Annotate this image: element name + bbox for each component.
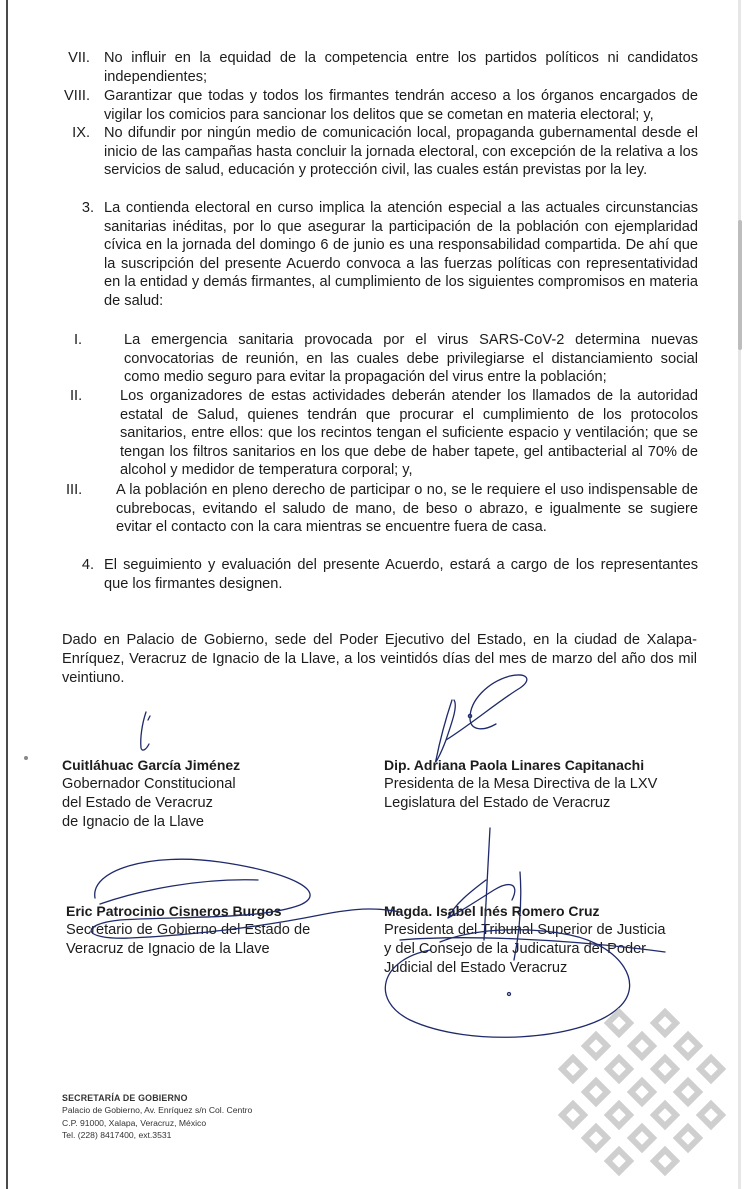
item-text: No influir en la equidad de la competencia entre los partidos políticos ni candidatos independientes; [104,50,698,85]
signatory-title-line: Presidenta de la Mesa Directiva de la LXV [384,776,658,792]
scrollbar-thumb[interactable] [738,220,742,350]
emblem-diamond [654,1012,676,1034]
signatory-name: Magda. Isabel Inés Romero Cruz [384,903,600,919]
emblem-diamond [562,1104,584,1126]
item-number: IX. [72,125,90,141]
emblem-diamond [700,1058,722,1080]
list-item [54,49,698,86]
emblem-diamond [677,1035,699,1057]
signatory-title-line: del Estado de Veracruz [62,795,213,811]
page-edge-shadow [6,0,8,1189]
emblem-diamond [608,1058,630,1080]
paragraph-text: La contienda electoral en curso implica la atención especial a las actuales circunstancias sanitarias inéditas, por lo que asegurar la participación de la población con ejemplaridad cívica en la jornada del domingo 6 de junio es una responsabilidad compartida. De ahí que la suscripción del presente Acuerdo convoca a las fuerzas políticas con representatividad en la entidad y demás firmantes, al cumplimiento de los siguientes compromisos en materia de salud: [104,200,698,309]
emblem-diamond [608,1104,630,1126]
emblem-diamond [608,1012,630,1034]
signatory-block [66,902,310,959]
list-item [54,124,698,180]
footer-line: C.P. 91000, Xalapa, Veracruz, México [62,1117,207,1128]
emblem-diamond [654,1104,676,1126]
emblem-diamond [631,1081,653,1103]
page-edge-right [738,0,741,1189]
list-item [54,331,698,387]
item-text: La emergencia sanitaria provocada por el virus SARS-CoV-2 determina nuevas convocatorias de reunión, en las cuales debe privilegiarse el distanciamiento social como medio seguro para evitar la propagación del virus entre la población; [124,332,698,386]
signatory-title-line: Gobernador Constitucional [62,776,236,792]
emblem-diamond [585,1081,607,1103]
item-number: VIII. [64,88,90,104]
signatory-block [384,756,657,813]
paragraph-number: 3. [81,200,94,216]
item-number: III. [66,482,83,498]
signatory-title-line: Secretario de Gobierno del Estado de [66,922,311,938]
signatory-title-line: Judicial del Estado Veracruz [384,960,568,976]
item-text: Garantizar que todas y todos los firmantes tendrán acceso a los órganos encargados de vigilar los comicios para sancionar los delitos que se cometan en materia electoral; y, [104,88,698,123]
paragraph-text: El seguimiento y evaluación del presente Acuerdo, estará a cargo de los representantes que los firmantes designen. [104,557,698,592]
signatory-name: Cuitláhuac García Jiménez [62,757,241,773]
emblem-diamond [654,1150,676,1172]
scan-speck [24,756,28,760]
emblem-diamond [700,1104,722,1126]
footer-line: Tel. (228) 8417400, ext.3531 [62,1130,172,1141]
item-number: VII. [68,50,90,66]
item-number: I. [74,332,83,348]
emblem-diamond [608,1150,630,1172]
footer-line: Palacio de Gobierno, Av. Enríquez s/n Col. Centro [62,1105,253,1116]
signature-2-dot [468,714,471,717]
list-item [54,87,698,124]
signatory-name: Dip. Adriana Paola Linares Capitanachi [384,757,645,773]
footer-title: SECRETARÍA DE GOBIERNO [62,1093,188,1103]
list-item [54,481,698,537]
emblem-diamond [562,1058,584,1080]
emblem-diamond [585,1127,607,1149]
footer-address [62,1092,252,1142]
signatory-title-line: Legislatura del Estado de Veracruz [384,795,611,811]
signatory-name: Eric Patrocinio Cisneros Burgos [66,903,282,919]
numbered-paragraph [70,199,698,311]
list-item [54,387,698,480]
signatory-title-line: y del Consejo de la Judicatura del Poder [384,941,647,957]
emblem-diamond [677,1081,699,1103]
paragraph-number: 4. [81,557,94,573]
item-text: No difundir por ningún medio de comunicación local, propaganda gubernamental desde el inicio de las campañas hasta concluir la jornada electoral, con excepción de la relativa a los servicios de salud, educación y protección civil, las cuales están previstas por la ley. [104,125,698,179]
signatory-block [62,756,240,832]
signatory-title-line: Veracruz de Ignacio de la Llave [66,941,270,957]
signatory-title-line: de Ignacio de la Llave [62,814,204,830]
item-text: A la población en pleno derecho de participar o no, se le requiere el uso indispensable de cubrebocas, evitando el saludo de mano, de beso o abrazo, e igualmente se sugiere evitar el contacto con la cara mientras se encuentre fuera de casa. [116,482,698,536]
numbered-paragraph [70,556,698,593]
signature-1 [141,712,150,750]
item-number: II. [70,388,83,404]
signatory-block [384,902,666,978]
closing-statement: Dado en Palacio de Gobierno, sede del Poder Ejecutivo del Estado, en la ciudad de Xalapa-Enríquez, Veracruz de Ignacio de la Llave, a los veintidós días del mes de marzo del año dos mil veintiuno. [62,632,697,686]
emblem-diamond [677,1127,699,1149]
signatory-title-line: Presidenta del Tribunal Superior de Justicia [384,922,666,938]
item-text: Los organizadores de estas actividades deberán atender los llamados de la autoridad estatal de Salud, quienes tendrán que procurar el cumplimiento de los protocolos sanitarios, entre ellos: que los recintos tengan el suficiente espacio y ventilación; que se tengan los filtros sanitarios en los que debe de haber tapete, gel antibacterial al 70% de alcohol y medidor de temperatura corporal; y, [120,388,698,479]
emblem-diamond [585,1035,607,1057]
emblem-diamond [654,1058,676,1080]
emblem-diamond [631,1127,653,1149]
emblem-diamond [631,1035,653,1057]
